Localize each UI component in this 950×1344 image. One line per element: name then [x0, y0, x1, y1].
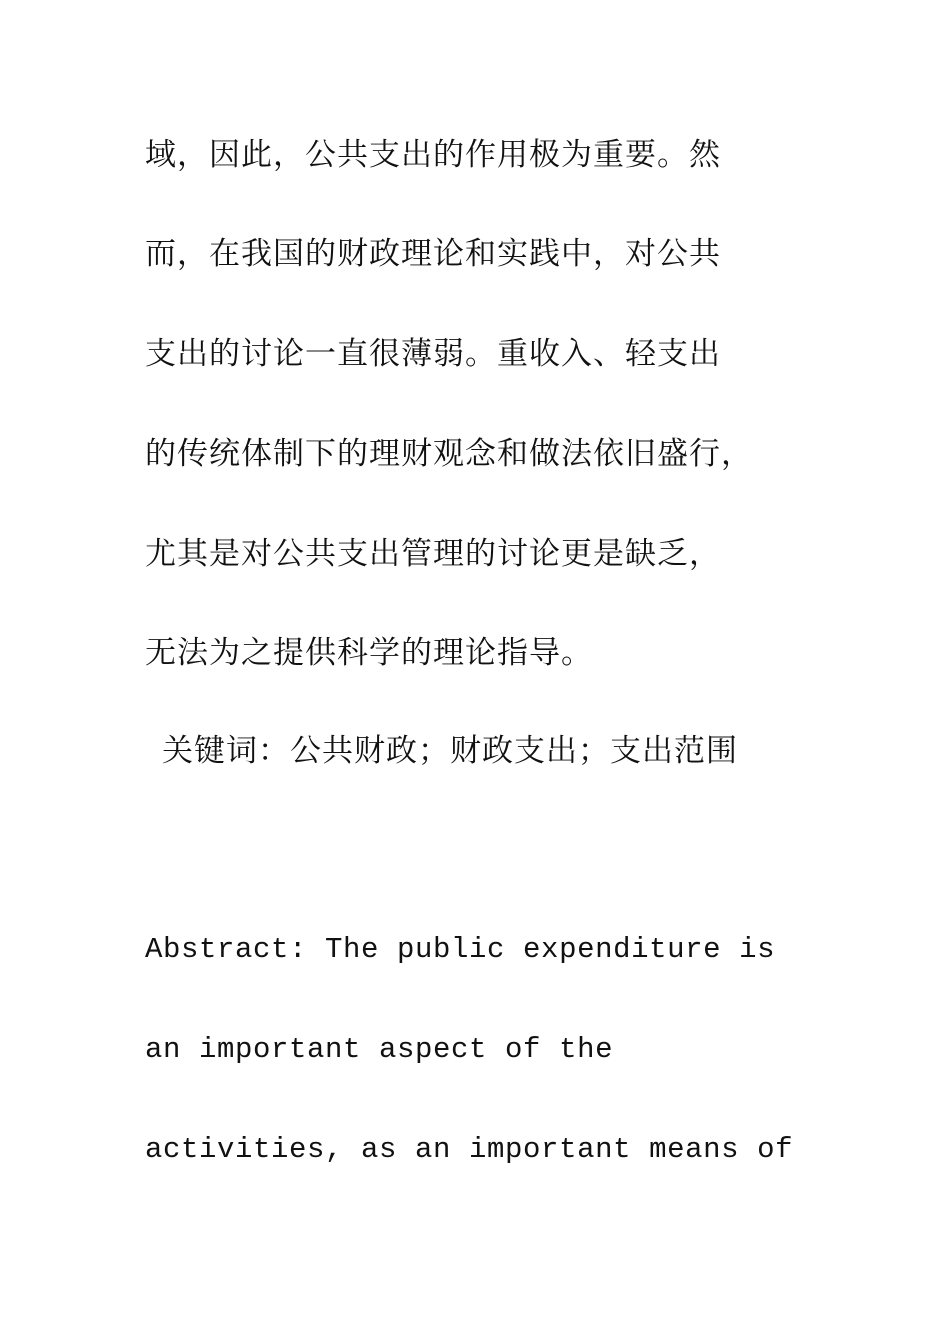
body-text-line: 支出的讨论一直很薄弱。重收入、轻支出	[145, 336, 721, 372]
abstract-text-line: Abstract: The public expenditure is	[145, 933, 776, 966]
body-text-line: 尤其是对公共支出管理的讨论更是缺乏，	[145, 536, 721, 572]
abstract-text-line: activities, as an important means of	[145, 1133, 794, 1166]
body-text-line: 的传统体制下的理财观念和做法依旧盛行，	[145, 436, 753, 472]
abstract-text-line: an important aspect of the	[145, 1033, 614, 1066]
body-text-line: 而，在我国的财政理论和实践中，对公共	[145, 236, 721, 272]
keywords-line: 关键词：公共财政；财政支出；支出范围	[162, 733, 738, 769]
body-text-line: 域，因此，公共支出的作用极为重要。然	[145, 137, 721, 173]
body-text-line: 无法为之提供科学的理论指导。	[145, 635, 593, 671]
